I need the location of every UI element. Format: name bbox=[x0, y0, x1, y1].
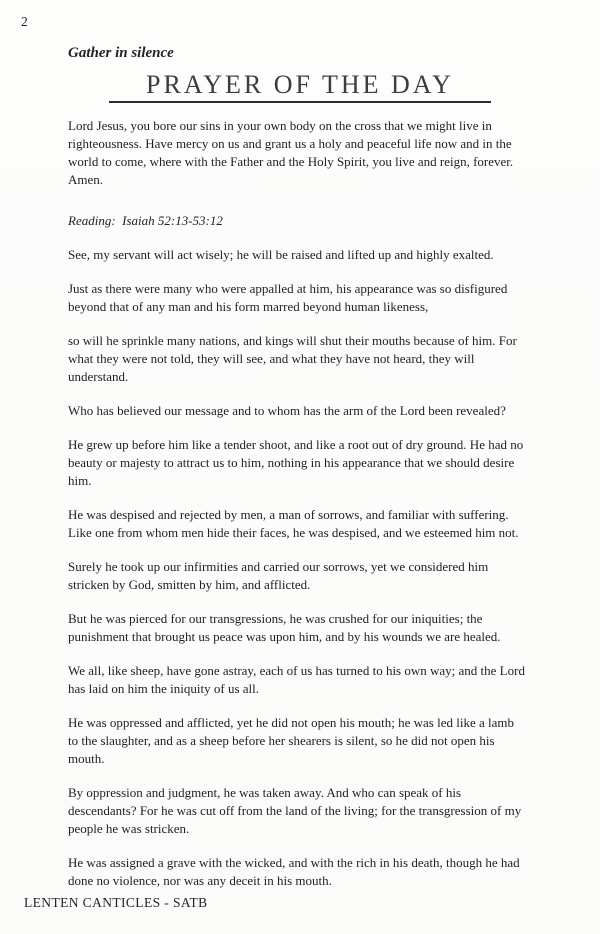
scripture-paragraph: He was despised and rejected by men, a man of sorrows, and familiar with suffering. Like one from whom men hide their faces, he was despised, and we esteemed him not. bbox=[68, 507, 519, 540]
rubric-gather-in-silence: Gather in silence bbox=[68, 45, 174, 61]
scripture-paragraph: By oppression and judgment, he was taken away. And who can speak of his descendants? For he was cut off from the land of the living; for the transgression of my people he was stricken. bbox=[68, 785, 522, 836]
scripture-paragraph: so will he sprinkle many nations, and kings will shut their mouths because of him. For what they were not told, they will see, and what they have not heard, they will understand. bbox=[68, 333, 517, 384]
scripture-paragraph: See, my servant will act wisely; he will be raised and lifted up and highly exalted. bbox=[68, 247, 494, 262]
scripture-paragraph: Surely he took up our infirmities and carried our sorrows, yet we considered him stricken by God, smitten by him, and afflicted. bbox=[68, 559, 489, 592]
scripture-paragraph: He grew up before him like a tender shoot, and like a root out of dry ground. He had no beauty or majesty to attract us to him, nothing in his appearance that we should desire him. bbox=[68, 437, 524, 488]
page-title: PRAYER OF THE DAY bbox=[146, 70, 454, 99]
page-number: 2 bbox=[21, 14, 28, 29]
prayer-text: Lord Jesus, you bore our sins in your own body on the cross that we might live in righteousness. Have mercy on us and grant us a holy and peaceful life now and in the world to come, where with the Father and the Holy Spirit, you live and reign, forever. Amen. bbox=[68, 118, 514, 187]
title-underline-rule bbox=[109, 101, 491, 103]
scripture-paragraph: But he was pierced for our transgressions, he was crushed for our iniquities; the punishment that brought us peace was upon him, and by his wounds we are healed. bbox=[68, 611, 501, 644]
document-body bbox=[68, 117, 526, 906]
scripture-paragraph: Just as there were many who were appalled at him, his appearance was so disfigured beyond that of any man and his form marred beyond human likeness, bbox=[68, 281, 508, 314]
scripture-paragraph: He was assigned a grave with the wicked, and with the rich in his death, though he had done no violence, nor was any deceit in his mouth. bbox=[68, 855, 520, 888]
scripture-paragraph: We all, like sheep, have gone astray, each of us has turned to his own way; and the Lord has laid on him the iniquity of us all. bbox=[68, 663, 525, 696]
section-title-block bbox=[0, 71, 600, 103]
scripture-paragraph: Who has believed our message and to whom has the arm of the Lord been revealed? bbox=[68, 403, 506, 418]
footer-title: LENTEN CANTICLES - SATB bbox=[24, 895, 208, 910]
reading-reference: Reading: Isaiah 52:13-53:12 bbox=[68, 213, 223, 228]
scripture-paragraph: He was oppressed and afflicted, yet he did not open his mouth; he was led like a lamb to the slaughter, and as a sheep before her shearers is silent, so he did not open his mouth. bbox=[68, 715, 514, 766]
